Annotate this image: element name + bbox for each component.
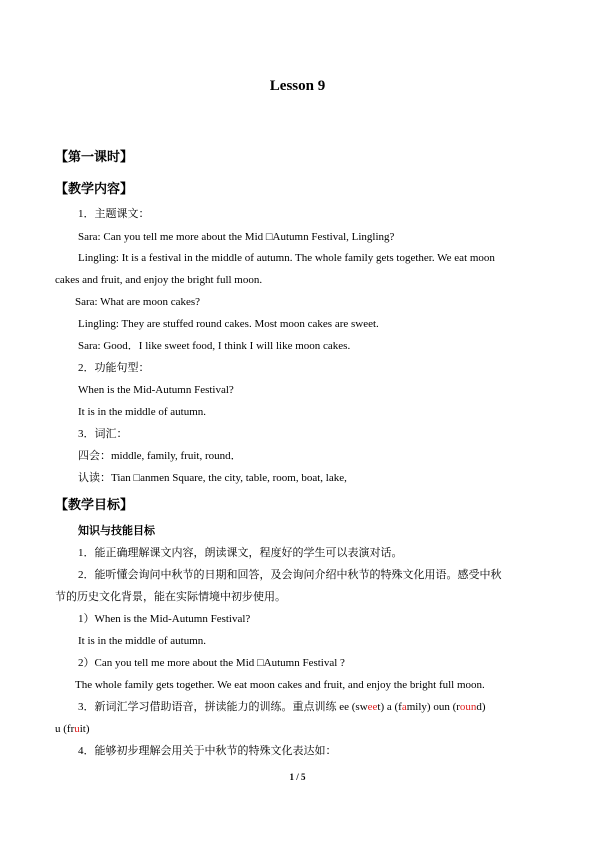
text-segment: d) xyxy=(476,701,486,713)
text-line: 2．能听懂会询问中秋节的日期和回答，及会询问介绍中秋节的特殊文化用语。感受中秋 xyxy=(78,569,502,581)
text-line: 1．能正确理解课文内容，朗读课文，程度好的学生可以表演对话。 xyxy=(78,547,403,559)
text-line: It is in the middle of autumn. xyxy=(78,406,207,418)
text-segment: 3．新词汇学习借助语音，拼读能力的训练。重点训练 ee (sw xyxy=(78,701,368,713)
text-line: cakes and fruit, and enjoy the bright full moon. xyxy=(55,274,263,286)
phonics-line xyxy=(78,700,486,715)
highlight-segment: ee xyxy=(367,701,378,713)
text-segment: mily) oun (r xyxy=(406,701,460,713)
text-line: 1．主题课文： xyxy=(78,208,150,220)
text-line: Sara: What are moon cakes? xyxy=(75,296,201,308)
text-line: It is in the middle of autumn. xyxy=(78,635,207,647)
section-heading-goals: 【教学目标】 xyxy=(55,497,134,512)
text-line: 3．词汇： xyxy=(78,428,128,440)
text-segment: t) a (f xyxy=(377,701,402,713)
text-line: Lingling: They are stuffed round cakes. Most moon cakes are sweet. xyxy=(78,318,379,330)
text-line: 1）When is the Mid-Autumn Festival? xyxy=(78,613,251,625)
text-segment: u (fr xyxy=(55,723,75,735)
text-line: Sara: Good．I like sweet food, I think I will like moon cakes. xyxy=(78,340,351,352)
text-line: 2．功能句型： xyxy=(78,362,150,374)
phonics-line xyxy=(55,722,90,737)
text-line: Lingling: It is a festival in the middle of autumn. The whole family gets together. We eat moon xyxy=(78,252,495,264)
highlight-segment: a xyxy=(401,701,407,713)
section-heading-content: 【教学内容】 xyxy=(55,181,134,196)
text-line: When is the Mid-Autumn Festival? xyxy=(78,384,234,396)
subheading-knowledge-skills: 知识与技能目标 xyxy=(78,525,155,537)
lesson-title: Lesson 9 xyxy=(269,78,326,94)
text-line: Sara: Can you tell me more about the Mid □Autumn Festival, Lingling? xyxy=(78,231,395,243)
highlight-segment: oun xyxy=(459,701,477,713)
text-line: The whole family gets together. We eat moon cakes and fruit, and enjoy the bright full moon. xyxy=(75,679,485,691)
highlight-segment: u xyxy=(74,723,80,735)
text-line: 4．能够初步理解会用关于中秋节的特殊文化表达如： xyxy=(78,745,337,757)
text-line: 节的历史文化背景，能在实际情境中初步使用。 xyxy=(55,591,286,603)
page-number: 1 / 5 xyxy=(289,772,306,782)
text-line: 认读：Tian □anmen Square, the city, table, room, boat, lake, xyxy=(78,472,347,484)
text-segment: it) xyxy=(79,723,90,735)
text-line: 四会：middle, family, fruit, round． xyxy=(78,450,242,462)
section-heading-first-lesson: 【第一课时】 xyxy=(55,149,134,164)
text-line: 2）Can you tell me more about the Mid □Autumn Festival ? xyxy=(78,657,345,669)
